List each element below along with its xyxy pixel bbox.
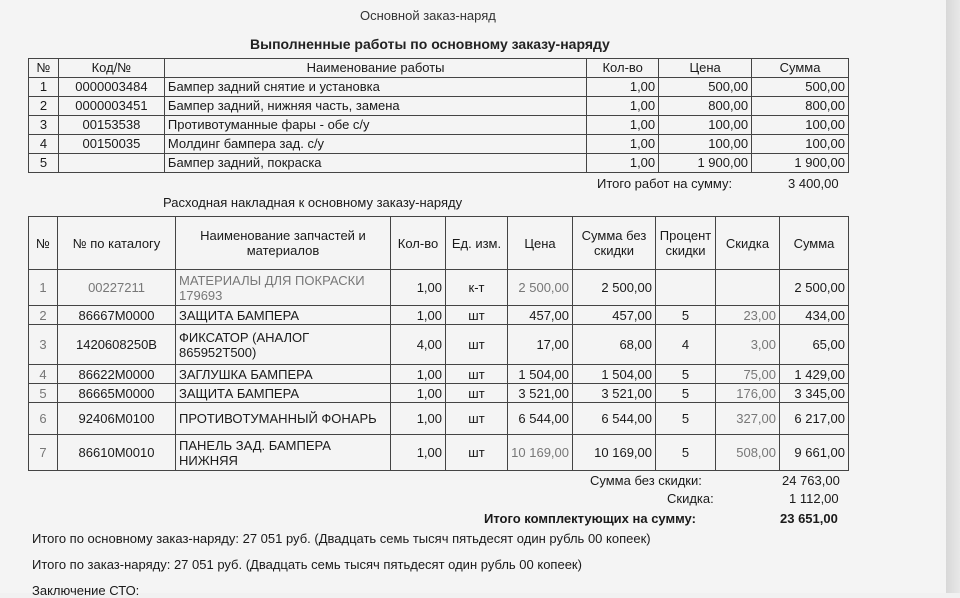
works-cell-price: 500,00 [659,78,752,97]
works-cell-n: 3 [29,116,59,135]
parts-cell-qty: 4,00 [391,325,446,365]
parts-row [29,325,849,365]
parts-cell-name: ПРОТИВОТУМАННЫЙ ФОНАРЬ [176,403,391,435]
works-table [28,58,849,173]
parts-cell-disc: 75,00 [716,365,780,384]
parts-col-name: Наименование запчастей и материалов [176,217,391,270]
parts-col-sum: Сумма [780,217,849,270]
parts-cell-disc: 3,00 [716,325,780,365]
parts-cell-unit: шт [446,403,508,435]
parts-table [28,216,849,471]
parts-col-disc: Скидка [716,217,780,270]
parts-cell-name: ЗАЩИТА БАМПЕРА [176,384,391,403]
parts-cell-name: ФИКСАТОР (АНАЛОГ 865952T500) [176,325,391,365]
parts-col-price: Цена [508,217,573,270]
parts-cell-unit: шт [446,365,508,384]
parts-cell-price: 17,00 [508,325,573,365]
works-cell-name: Бампер задний, нижняя часть, замена [164,97,586,116]
parts-cell-disc: 176,00 [716,384,780,403]
works-cell-sum: 100,00 [752,116,849,135]
parts-cell-unit: к-т [446,270,508,306]
parts-cell-price: 457,00 [508,306,573,325]
works-cell-qty: 1,00 [587,97,659,116]
parts-cell-catalog: 1420608250B [58,325,176,365]
parts-cell-catalog: 92406M0100 [58,403,176,435]
parts-cell-disc-pct: 5 [656,365,716,384]
parts-cell-price: 2 500,00 [508,270,573,306]
parts-cell-sum-no-disc: 3 521,00 [573,384,656,403]
works-cell-code: 00153538 [58,116,164,135]
parts-cell-price: 3 521,00 [508,384,573,403]
parts-cell-disc-pct [656,270,716,306]
parts-cell-disc: 508,00 [716,435,780,471]
works-cell-sum: 800,00 [752,97,849,116]
parts-total-value: 23 651,00 [780,511,838,526]
parts-total-label: Итого комплектующих на сумму: [484,511,696,526]
parts-cell-disc-pct: 4 [656,325,716,365]
parts-cell-sum: 9 661,00 [780,435,849,471]
works-cell-n: 4 [29,135,59,154]
parts-row [29,365,849,384]
sum-no-discount-label: Сумма без скидки: [590,473,702,488]
works-cell-sum: 1 900,00 [752,154,849,173]
parts-cell-qty: 1,00 [391,435,446,471]
conclusion-label: Заключение СТО: [32,583,140,598]
parts-cell-sum-no-disc: 10 169,00 [573,435,656,471]
parts-cell-name: ЗАГЛУШКА БАМПЕРА [176,365,391,384]
main-order-total: Итого по основному заказ-наряду: 27 051 руб. (Двадцать семь тысяч пятьдесят один рубль 00 копеек) [32,531,651,546]
parts-cell-qty: 1,00 [391,365,446,384]
parts-cell-sum: 434,00 [780,306,849,325]
parts-cell-disc: 327,00 [716,403,780,435]
works-row [29,78,849,97]
works-cell-qty: 1,00 [587,78,659,97]
document-header: Основной заказ-наряд [360,8,496,23]
works-cell-price: 800,00 [659,97,752,116]
parts-cell-sum: 1 429,00 [780,365,849,384]
parts-cell-unit: шт [446,384,508,403]
parts-cell-n: 4 [29,365,58,384]
works-cell-name: Противотуманные фары - обе с/у [164,116,586,135]
sum-no-discount-value: 24 763,00 [782,473,840,488]
parts-cell-sum-no-disc: 457,00 [573,306,656,325]
parts-header-row [29,217,849,270]
works-cell-sum: 500,00 [752,78,849,97]
order-total: Итого по заказ-наряду: 27 051 руб. (Двадцать семь тысяч пятьдесят один рубль 00 копеек) [32,557,582,572]
works-cell-name: Молдинг бампера зад. с/у [164,135,586,154]
works-cell-name: Бампер задний снятие и установка [164,78,586,97]
works-col-code: Код/№ [58,59,164,78]
parts-row [29,270,849,306]
works-cell-n: 5 [29,154,59,173]
parts-row [29,435,849,471]
parts-cell-disc [716,270,780,306]
parts-cell-qty: 1,00 [391,403,446,435]
discount-label: Скидка: [667,491,714,506]
parts-cell-qty: 1,00 [391,306,446,325]
works-total-value: 3 400,00 [788,176,839,191]
works-cell-code [58,154,164,173]
parts-cell-n: 7 [29,435,58,471]
works-col-qty: Кол-во [587,59,659,78]
works-cell-qty: 1,00 [587,154,659,173]
works-cell-n: 2 [29,97,59,116]
parts-cell-disc-pct: 5 [656,384,716,403]
parts-cell-catalog: 86622M0000 [58,365,176,384]
parts-cell-qty: 1,00 [391,270,446,306]
works-row [29,135,849,154]
parts-cell-sum: 65,00 [780,325,849,365]
parts-cell-sum-no-disc: 1 504,00 [573,365,656,384]
parts-cell-qty: 1,00 [391,384,446,403]
parts-cell-unit: шт [446,306,508,325]
parts-cell-price: 10 169,00 [508,435,573,471]
parts-row [29,384,849,403]
works-header-row [29,59,849,78]
parts-body [29,270,849,471]
parts-cell-catalog: 86610M0010 [58,435,176,471]
parts-cell-n: 2 [29,306,58,325]
parts-row [29,306,849,325]
works-row [29,97,849,116]
parts-cell-name: ПАНЕЛЬ ЗАД. БАМПЕРА НИЖНЯЯ [176,435,391,471]
parts-cell-disc: 23,00 [716,306,780,325]
parts-cell-price: 6 544,00 [508,403,573,435]
works-title: Выполненные работы по основному заказу-наряду [250,36,610,52]
parts-cell-catalog: 86667M0000 [58,306,176,325]
works-cell-code: 0000003451 [58,97,164,116]
works-col-price: Цена [659,59,752,78]
parts-cell-disc-pct: 5 [656,435,716,471]
parts-cell-unit: шт [446,325,508,365]
works-cell-code: 0000003484 [58,78,164,97]
parts-col-n: № [29,217,58,270]
parts-cell-n: 1 [29,270,58,306]
parts-cell-n: 6 [29,403,58,435]
works-cell-price: 100,00 [659,116,752,135]
parts-cell-disc-pct: 5 [656,306,716,325]
discount-value: 1 112,00 [789,491,839,506]
parts-cell-catalog: 00227211 [58,270,176,306]
works-cell-n: 1 [29,78,59,97]
works-cell-qty: 1,00 [587,135,659,154]
parts-cell-sum-no-disc: 2 500,00 [573,270,656,306]
parts-col-sum-no-disc: Сумма без скидки [573,217,656,270]
parts-col-catalog: № по каталогу [58,217,176,270]
works-row [29,116,849,135]
parts-col-qty: Кол-во [391,217,446,270]
works-cell-sum: 100,00 [752,135,849,154]
parts-cell-sum: 3 345,00 [780,384,849,403]
works-body [29,78,849,173]
works-total-label: Итого работ на сумму: [597,176,733,191]
parts-cell-sum: 6 217,00 [780,403,849,435]
parts-row [29,403,849,435]
parts-cell-disc-pct: 5 [656,403,716,435]
works-cell-name: Бампер задний, покраска [164,154,586,173]
works-col-sum: Сумма [752,59,849,78]
parts-cell-n: 3 [29,325,58,365]
parts-title: Расходная накладная к основному заказу-наряду [163,195,463,210]
parts-cell-catalog: 86665M0000 [58,384,176,403]
page-edge [946,0,960,593]
parts-cell-name: ЗАЩИТА БАМПЕРА [176,306,391,325]
parts-cell-sum: 2 500,00 [780,270,849,306]
works-cell-code: 00150035 [58,135,164,154]
works-cell-qty: 1,00 [587,116,659,135]
works-col-name: Наименование работы [164,59,586,78]
parts-cell-sum-no-disc: 6 544,00 [573,403,656,435]
parts-col-unit: Ед. изм. [446,217,508,270]
works-cell-price: 100,00 [659,135,752,154]
parts-col-disc-pct: Процент скидки [656,217,716,270]
parts-cell-n: 5 [29,384,58,403]
works-col-n: № [29,59,59,78]
parts-cell-name: МАТЕРИАЛЫ ДЛЯ ПОКРАСКИ 179693 [176,270,391,306]
works-cell-price: 1 900,00 [659,154,752,173]
parts-cell-sum-no-disc: 68,00 [573,325,656,365]
parts-cell-price: 1 504,00 [508,365,573,384]
parts-cell-unit: шт [446,435,508,471]
works-row [29,154,849,173]
